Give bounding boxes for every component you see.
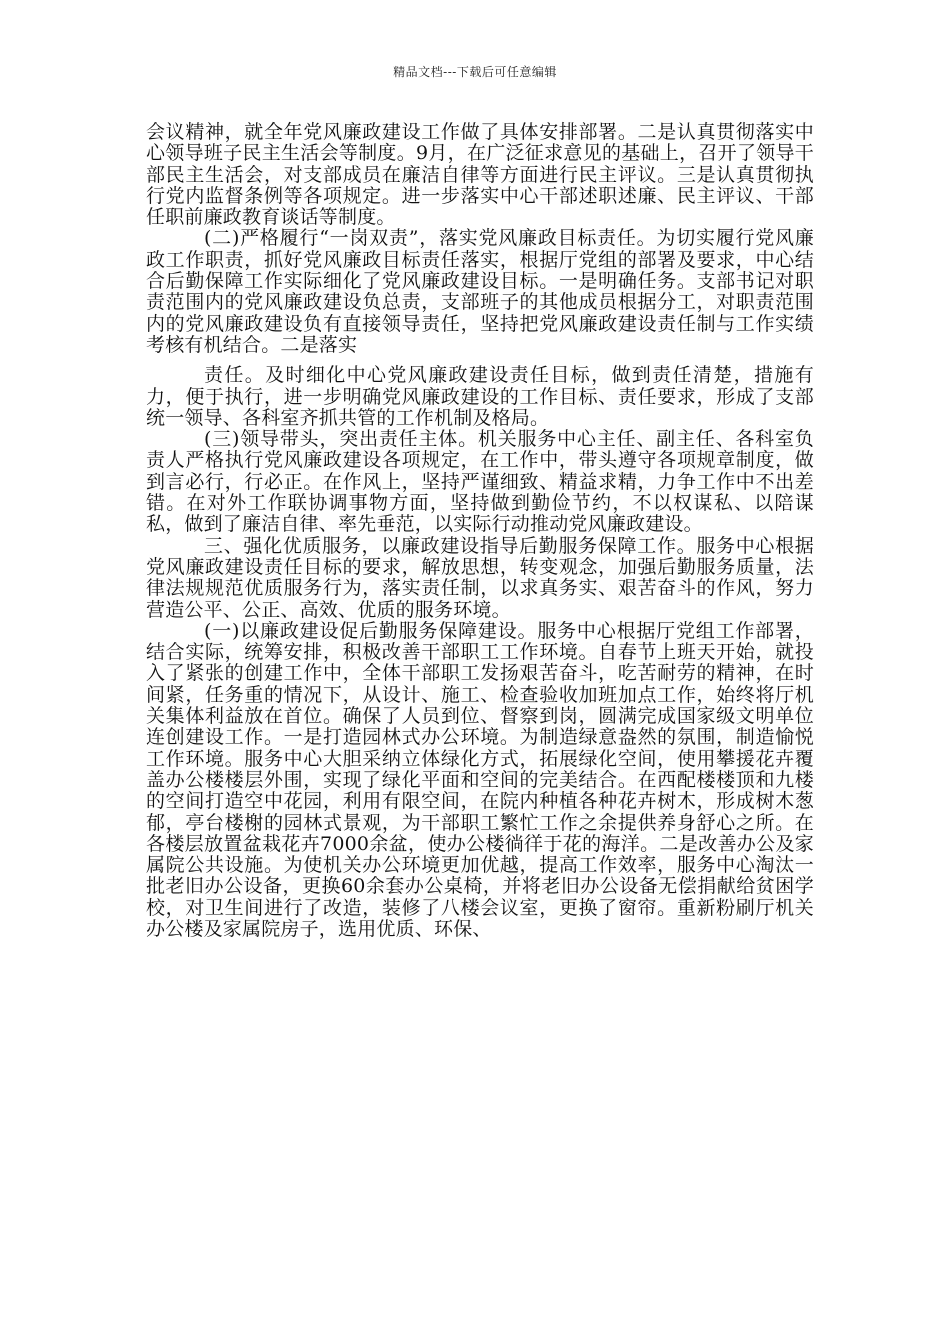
paragraph-5: 三、强化优质服务，以廉政建设指导后勤服务保障工作。服务中心根据党风廉政建设责任目标的要求，解放思想，转变观念，加强后勤服务质量，法律法规规范优质服务行为，落实责任制，以求真务实、艰苦奋斗的作风，努力营造公平、公正、高效、优质的服务环境。: [146, 534, 814, 621]
document-body: [146, 122, 814, 940]
paragraph-4: (三)领导带头，突出责任主体。机关服务中心主任、副主任、各科室负责人严格执行党风廉政建设各项规定，在工作中，带头遵守各项规章制度，做到言必行，行必正。在作风上，坚持严谨细致、精益求精，力争工作中不出差错。在对外工作联协调事物方面，坚持做到勤俭节约，不以权谋私、以陪谋私，做到了廉洁自律、率先垂范，以实际行动推动党风廉政建设。: [146, 428, 814, 536]
paragraph-2: (二)严格履行“一岗双责”，落实党风廉政目标责任。为切实履行党风廉政工作职责，抓好党风廉政目标责任落实，根据厅党组的部署及要求，中心结合后勤保障工作实际细化了党风廉政建设目标。一是明确任务。支部书记对职责范围内的党风廉政建设负总责，支部班子的其他成员根据分工，对职责范围内的党风廉政建设负有直接领导责任，坚持把党风廉政建设责任制与工作实绩考核有机结合。二是落实: [146, 227, 814, 356]
paragraph-1: 会议精神，就全年党风廉政建设工作做了具体安排部署。二是认真贯彻落实中心领导班子民主生活会等制度。9月，在广泛征求意见的基础上，召开了领导干部民主生活会，对支部成员在廉洁自律等方面进行民主评议。三是认真贯彻执行党内监督条例等各项规定。进一步落实中心干部述职述廉、民主评议、干部任职前廉政教育谈话等制度。: [146, 121, 814, 229]
paragraph-3: 责任。及时细化中心党风廉政建设责任目标，做到责任清楚，措施有力，便于执行，进一步明确党风廉政建设的工作目标、责任要求，形成了支部统一领导、各科室齐抓共管的工作机制及格局。: [146, 364, 814, 429]
paragraph-6: (一)以廉政建设促后勤服务保障建设。服务中心根据厅党组工作部署，结合实际，统筹安排，积极改善干部职工工作环境。自春节上班天开始，就投入了紧张的创建工作中，全体干部职工发扬艰苦奋斗，吃苦耐劳的精神，在时间紧，任务重的情况下，从设计、施工、检查验收加班加点工作，始终将厅机关集体利益放在首位。确保了人员到位、督察到岗，圆满完成国家级文明单位连创建设工作。一是打造园林式办公环境。为制造绿意盎然的氛围，制造愉悦工作环境。服务中心大胆采纳立体绿化方式，拓展绿化空间，使用攀援花卉覆盖办公楼楼层外围，实现了绿化平面和空间的完美结合。在西配楼楼顶和九楼的空间打造空中花园，利用有限空间，在院内种植各种花卉树木，形成树木葱郁，亭台楼榭的园林式景观，为干部职工繁忙工作之余提供养身舒心之所。在各楼层放置盆栽花卉7000余盆，使办公楼徜徉于花的海洋。二是改善办公及家属院公共设施。为使机关办公环境更加优越，提高工作效率，服务中心淘汰一批老旧办公设备，更换60余套办公桌椅，并将老旧办公设备无偿捐献给贫困学校，对卫生间进行了改造，装修了八楼会议室，更换了窗帘。重新粉刷厅机关办公楼及家属院房子，选用优质、环保、: [146, 619, 814, 940]
page-header: 精品文档---下载后可任意编辑: [393, 65, 557, 79]
